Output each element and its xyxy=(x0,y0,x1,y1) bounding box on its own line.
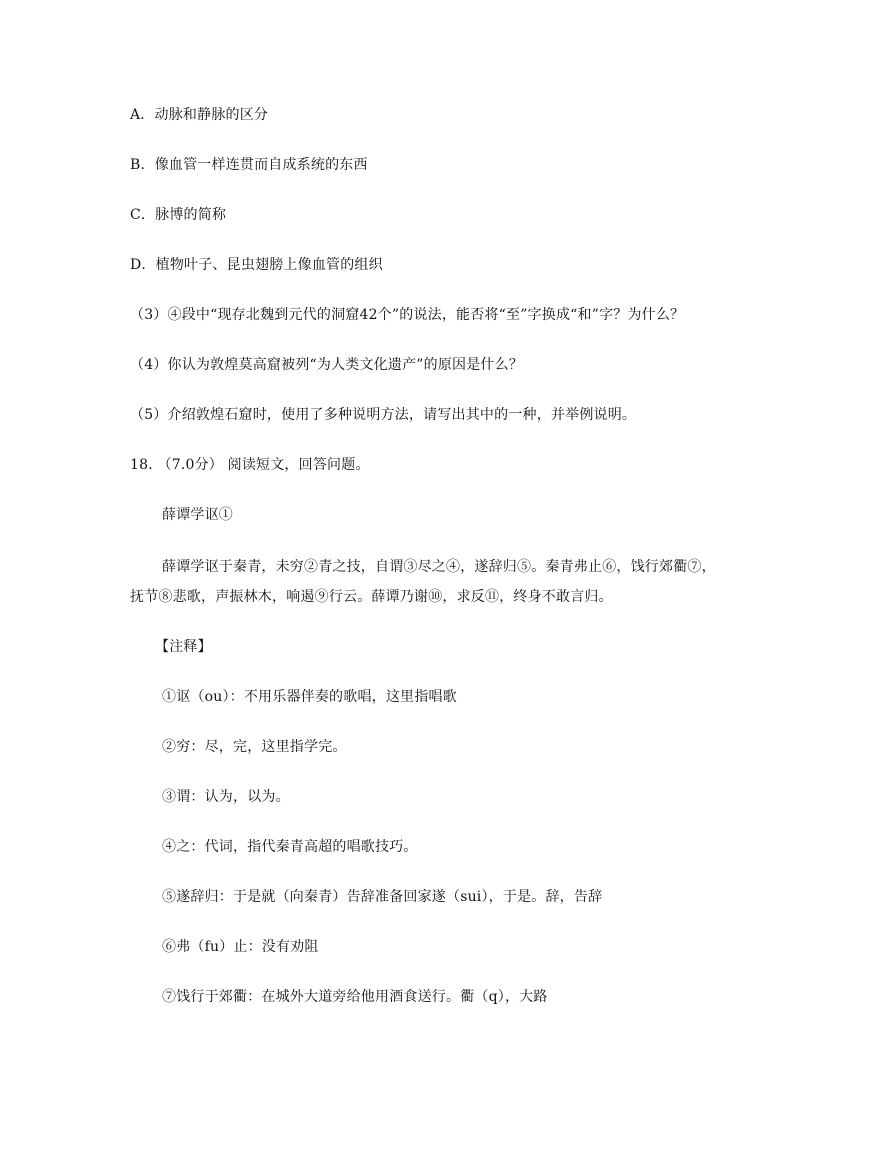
sub-question-3 xyxy=(130,308,684,322)
sub-question-4 xyxy=(130,358,523,372)
note-item: ③谓：认为，以为。 xyxy=(162,789,290,805)
note-item: ⑥弗（fu）止：没有劝阻 xyxy=(162,939,319,955)
option-text: 植物叶子、昆虫翅膀上像血管的组织 xyxy=(155,257,383,273)
passage-line-2: 抚节⑧悲歌，声振林木，响遏⑨行云。薛谭乃谢⑩，求反⑪，终身不敢言归。 xyxy=(130,589,613,605)
sub-question-text: 介绍敦煌石窟时，使用了多种说明方法，请写出其中的一种，并举例说明。 xyxy=(167,407,637,423)
note-item: ⑤遂辞归：于是就（向秦青）告辞准备回家遂（sui），于是。辞，告辞 xyxy=(162,889,603,905)
sub-question-number: （5） xyxy=(130,407,168,423)
option-label: B． xyxy=(130,157,155,173)
note-item: ④之：代词，指代秦青高超的唱歌技巧。 xyxy=(162,839,418,855)
note-item: ⑦饯行于郊衢：在城外大道旁给他用酒食送行。衢（q），大路 xyxy=(162,989,548,1005)
option-text: 动脉和静脉的区分 xyxy=(154,107,269,123)
sub-question-text: ④段中“现存北魏到元代的洞窟42个”的说法，能否将“至”字换成“和”字？为什么？ xyxy=(167,307,685,323)
option-text: 脉博的简称 xyxy=(155,207,227,223)
option-label: D． xyxy=(130,257,156,273)
passage-title: 薛谭学讴① xyxy=(162,507,233,523)
sub-question-5 xyxy=(130,408,636,422)
passage-line-1: 薛谭学讴于秦青，未穷②青之技，自谓③尽之④，遂辞归⑤。秦青弗止⑥，饯行郊衢⑦， xyxy=(162,559,716,575)
option-label: C． xyxy=(130,207,156,223)
option-b xyxy=(130,158,368,172)
sub-question-text: 你认为敦煌莫高窟被列“为人类文化遗产”的原因是什么？ xyxy=(167,357,524,373)
option-a xyxy=(130,108,268,122)
question-18-header: 18. （7.0分） 阅读短文，回答问题。 xyxy=(130,457,370,473)
note-item: ②穷：尽，完，这里指学完。 xyxy=(162,739,347,755)
sub-question-number: （3） xyxy=(130,307,168,323)
sub-question-number: （4） xyxy=(130,357,168,373)
option-text: 像血管一样连贯而自成系统的东西 xyxy=(154,157,368,173)
option-c xyxy=(130,208,226,222)
option-label: A． xyxy=(130,107,155,123)
note-item: ①讴（ou）：不用乐器伴奏的歌唱，这里指唱歌 xyxy=(162,689,457,705)
option-d xyxy=(130,258,383,272)
notes-header: 【注释】 xyxy=(155,639,212,655)
